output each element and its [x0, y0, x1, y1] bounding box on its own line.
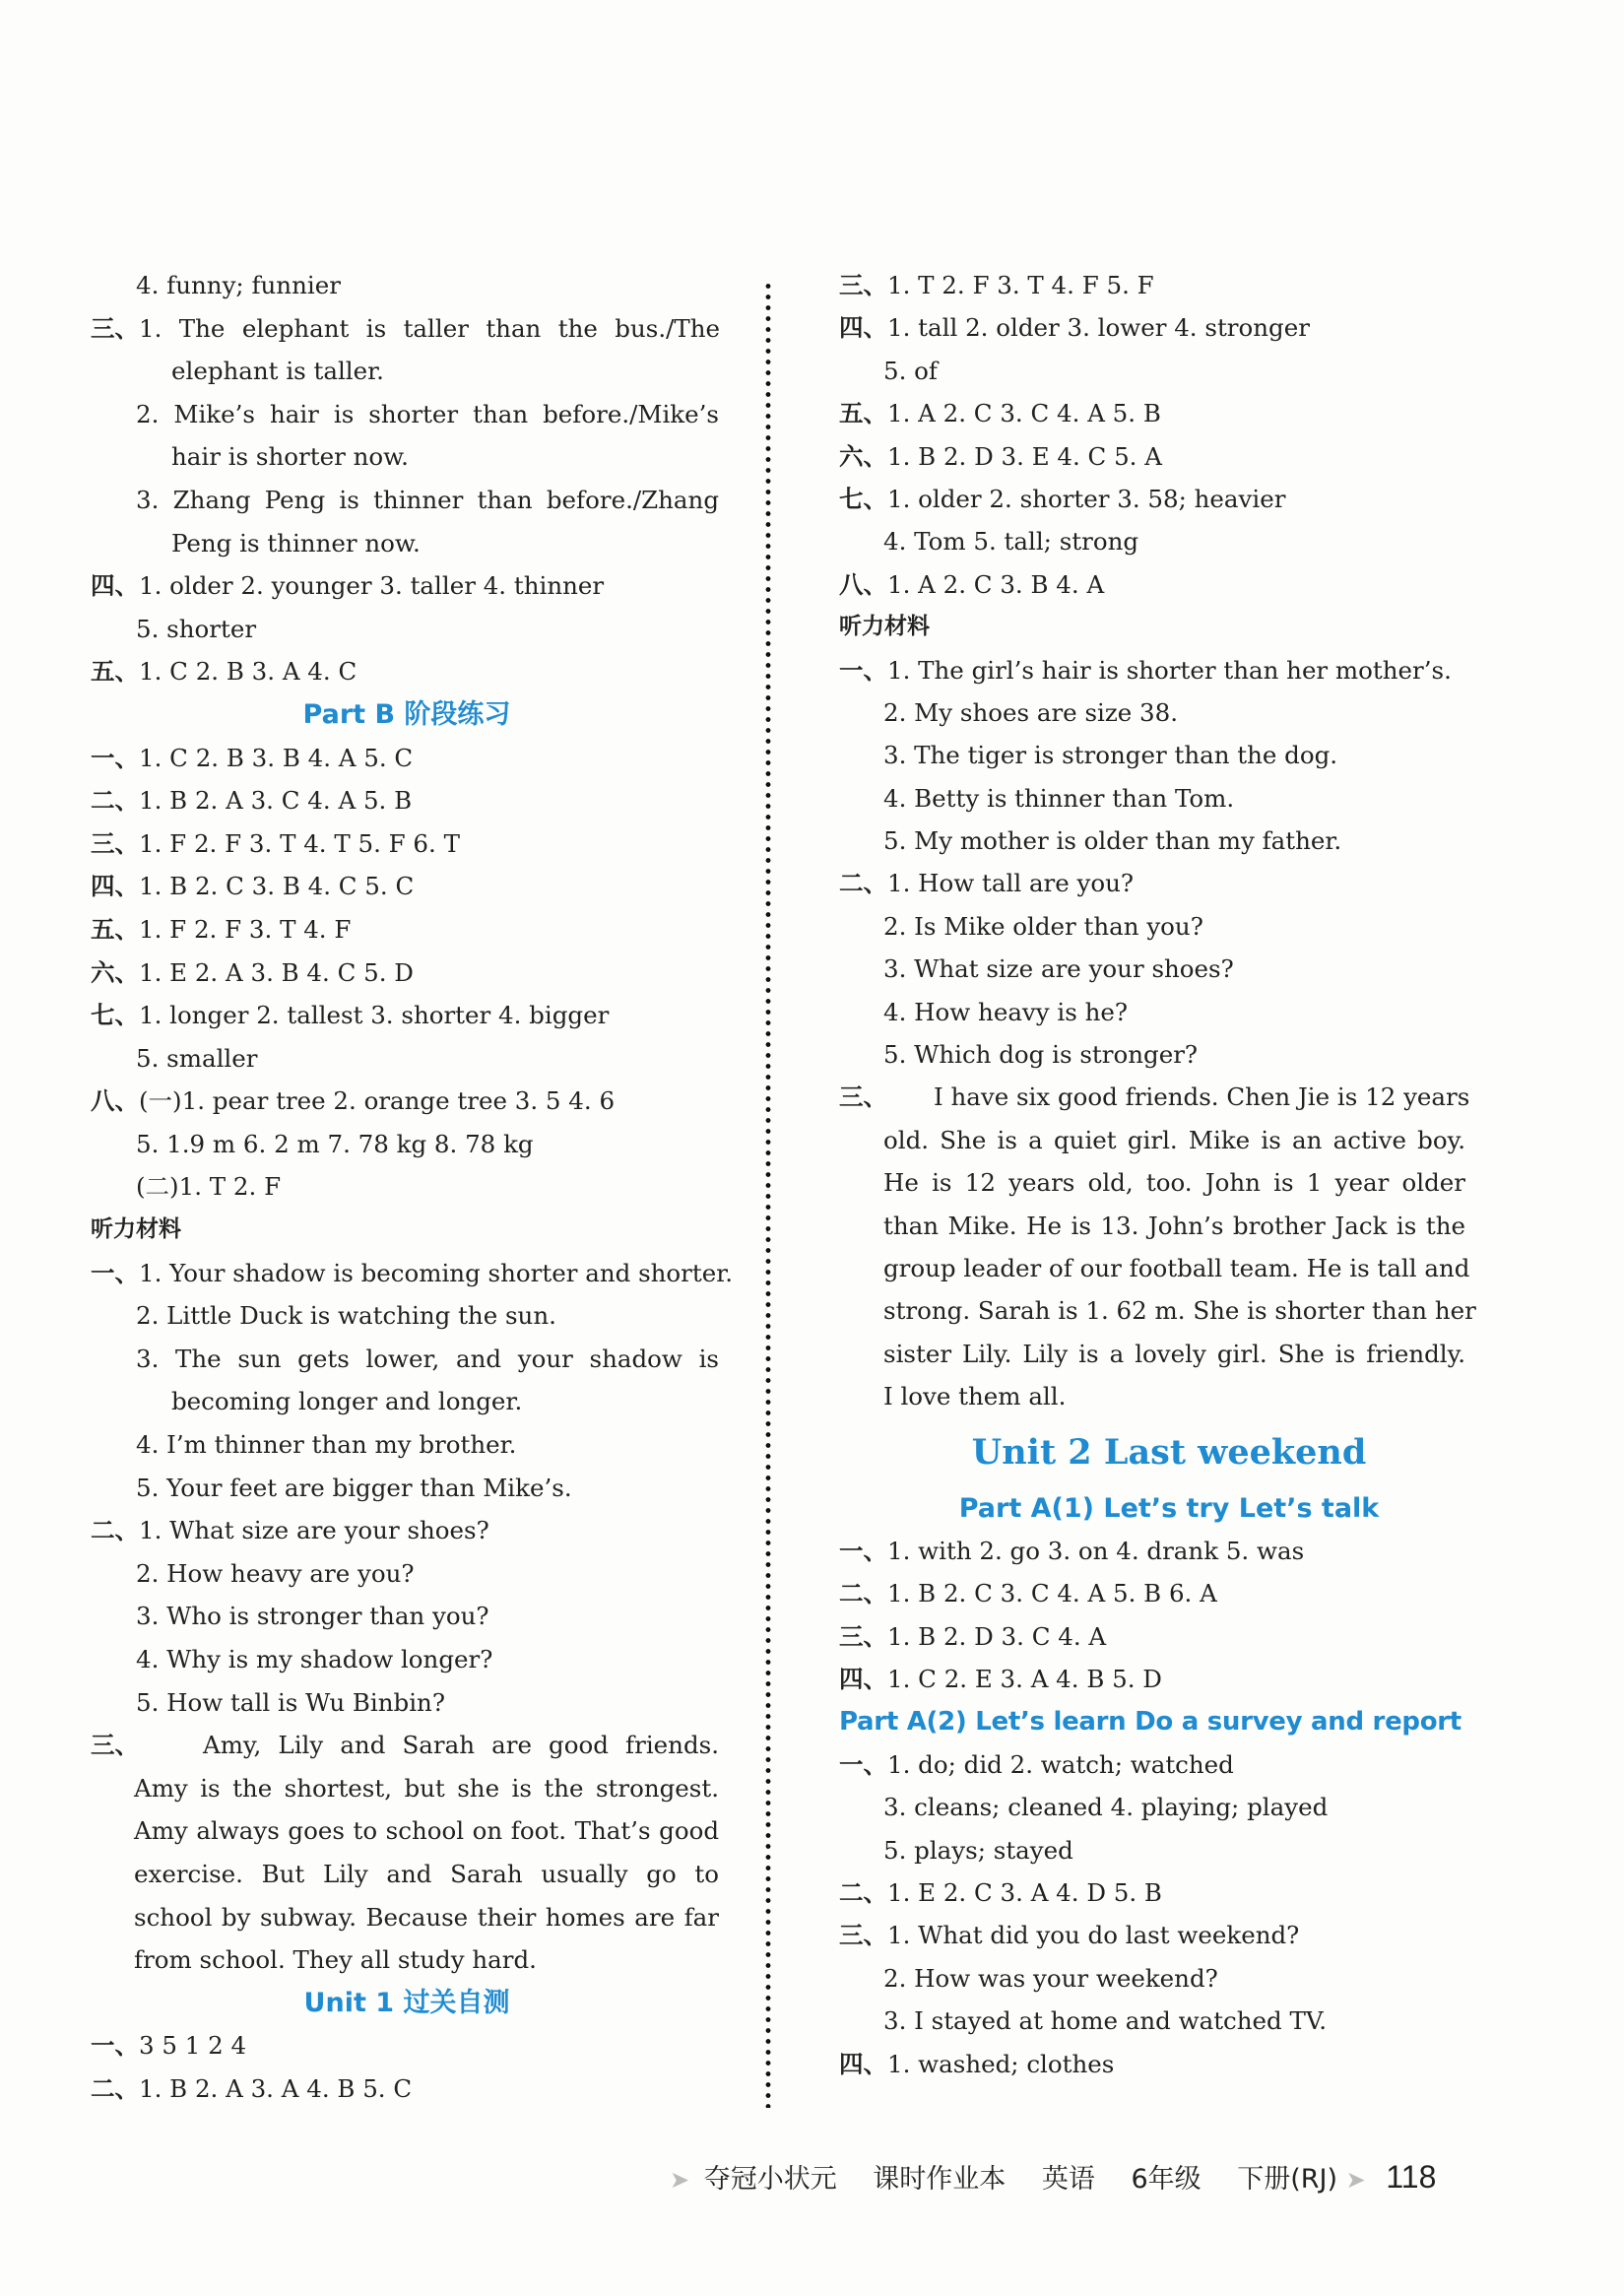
section-label: 一、 [839, 1749, 887, 1779]
section-label: 一、 [839, 1536, 887, 1565]
passage-line: from school. They all study hard. [134, 1945, 537, 1975]
answer-text: 1. B 2. C 3. C 4. A 5. B 6. A [887, 1579, 1217, 1608]
answer-line: elephant is taller. [171, 357, 384, 386]
answer-text: 1. washed; clothes [887, 2049, 1115, 2078]
passage-text: Amy, Lily and Sarah are good friends. [203, 1731, 719, 1760]
answer-line [91, 650, 723, 693]
section-label: 三、 [91, 313, 139, 343]
left-column [91, 264, 734, 2111]
answer-text: 1. older 2. younger 3. taller 4. thinner [139, 571, 605, 601]
answer-text: 1. T 2. F 3. T 4. F 5. F [887, 271, 1154, 299]
answer-line [839, 1530, 1469, 1572]
arrow-right-icon: ➤ [670, 2166, 690, 2194]
answer-text: 1. The girl’s hair is shorter than her mother’s. [887, 655, 1452, 685]
answer-line: 2. How heavy are you? [136, 1558, 415, 1588]
answer-line: 3. The sun gets lower, and your shadow is [136, 1344, 719, 1373]
section-heading: Part A(1) Let’s try Let’s talk [958, 1492, 1380, 1524]
answer-line: 3. Who is stronger than you? [136, 1602, 489, 1631]
answer-line: 3. What size are your shoes? [883, 954, 1234, 984]
answer-line [839, 1743, 1469, 1786]
answer-line: 3. I stayed at home and watched TV. [883, 2006, 1328, 2036]
section-label: 一、 [91, 743, 139, 772]
answer-line: 5. Which dog is stronger? [883, 1040, 1199, 1070]
answer-line [91, 908, 723, 951]
arrow-right-icon: ➤ [1345, 2166, 1366, 2194]
answer-line [839, 264, 1469, 306]
answer-text: (一)1. pear tree 2. orange tree 3. 5 4. 6 [139, 1086, 616, 1116]
answer-line [839, 2043, 1469, 2085]
section-label: 二、 [839, 869, 887, 898]
section-label: 六、 [91, 957, 139, 987]
passage-line: than Mike. He is 13. John’s brother Jack is the [883, 1211, 1465, 1240]
answer-text: 1. B 2. A 3. A 4. B 5. C [139, 2073, 413, 2103]
footer-brand: 夺冠小状元 [703, 2164, 837, 2195]
answer-text: 1. E 2. C 3. A 4. D 5. B [887, 1878, 1162, 1908]
section-label: 二、 [839, 1878, 887, 1908]
passage-line: group leader of our football team. He is tall and [883, 1253, 1470, 1282]
answer-text: 1. C 2. E 3. A 4. B 5. D [887, 1665, 1162, 1694]
column-divider [765, 281, 771, 2108]
section-label: 八、 [91, 1086, 139, 1116]
footer-grade: 6年级 [1131, 2164, 1202, 2195]
passage-line: He is 12 years old, too. John is 1 year older [883, 1168, 1465, 1198]
answer-text: 1. F 2. F 3. T 4. T 5. F 6. T [139, 828, 460, 858]
section-label: 二、 [839, 1579, 887, 1608]
answer-text: 1. longer 2. tallest 3. shorter 4. bigger [139, 1001, 610, 1030]
answer-text: 1. A 2. C 3. B 4. A [887, 569, 1105, 599]
answer-text: 1. How tall are you? [887, 869, 1135, 898]
answer-line: 5. My mother is older than my father. [883, 826, 1342, 856]
section-label: 三、 [839, 1621, 887, 1651]
listening-heading: 听力材料 [839, 614, 930, 640]
passage-text: I have six good friends. Chen Jie is 12 years [934, 1082, 1470, 1112]
answer-line [91, 737, 723, 780]
passage-line: Amy always goes to school on foot. That’s good [134, 1816, 719, 1846]
answer-line [91, 564, 723, 608]
section-label: 四、 [839, 2049, 887, 2078]
answer-line [91, 1724, 723, 1767]
section-label: 三、 [91, 1731, 139, 1760]
answer-line [839, 478, 1469, 520]
section-heading: Part A(2) Let’s learn Do a survey and report [839, 1706, 1462, 1737]
answer-line: hair is shorter now. [171, 442, 409, 472]
answer-line: 4. I’m thinner than my brother. [136, 1430, 517, 1460]
answer-text: 1. B 2. A 3. C 4. A 5. B [139, 786, 413, 816]
answer-line [91, 2024, 723, 2067]
answer-line [839, 1076, 1469, 1118]
answer-line: 3. Zhang Peng is thinner than before./Zhang [136, 485, 719, 514]
section-label: 一、 [839, 655, 887, 685]
section-heading: Unit 1 过关自测 [303, 1987, 510, 2018]
section-label: 四、 [91, 872, 139, 901]
answer-text: 1. with 2. go 3. on 4. drank 5. was [887, 1536, 1305, 1565]
answer-line [91, 865, 723, 908]
section-label: 八、 [839, 569, 887, 599]
answer-line [839, 563, 1469, 606]
section-label: 三、 [839, 271, 887, 299]
section-label: 四、 [839, 1665, 887, 1694]
answer-text: 1. do; did 2. watch; watched [887, 1749, 1234, 1779]
answer-line: 3. cleans; cleaned 4. playing; played [883, 1793, 1329, 1822]
section-label: 三、 [91, 828, 139, 858]
answer-line: 5. shorter [136, 614, 257, 643]
answer-line [839, 1871, 1469, 1914]
answer-text: 1. E 2. A 3. B 4. C 5. D [139, 957, 414, 987]
right-column [839, 264, 1476, 2085]
answer-line: 2. How was your weekend? [883, 1963, 1218, 1993]
answer-text: 1. F 2. F 3. T 4. F [139, 914, 352, 944]
section-label: 四、 [839, 313, 887, 343]
answer-line: 2. Little Duck is watching the sun. [136, 1301, 556, 1331]
passage-line: I love them all. [883, 1382, 1067, 1411]
answer-line [91, 779, 723, 822]
section-label: 四、 [91, 571, 139, 601]
answer-text: 1. Your shadow is becoming shorter and shorter. [139, 1258, 734, 1287]
answer-line: 2. Mike’s hair is shorter than before./Mike’s [136, 399, 719, 428]
answer-line [839, 649, 1469, 691]
answer-text: 1. C 2. B 3. A 4. C [139, 657, 357, 687]
answer-line: 3. The tiger is stronger than the dog. [883, 741, 1338, 770]
answer-line: 2. My shoes are size 38. [883, 697, 1179, 727]
answer-line [91, 822, 723, 866]
answer-line: 2. Is Mike older than you? [883, 911, 1203, 941]
section-label: 二、 [91, 2073, 139, 2103]
answer-line [839, 1658, 1469, 1700]
section-label: 二、 [91, 1516, 139, 1545]
answer-line: (二)1. T 2. F [136, 1172, 282, 1202]
page-footer [670, 2157, 1438, 2202]
page-number: 118 [1386, 2159, 1437, 2195]
answer-line [839, 435, 1469, 478]
answer-line [91, 307, 723, 351]
passage-line: exercise. But Lily and Sarah usually go to [134, 1859, 719, 1888]
answer-line: 4. funny; funnier [136, 271, 341, 299]
answer-text: 1. B 2. D 3. C 4. A [887, 1621, 1107, 1651]
answer-line: 5. Your feet are bigger than Mike’s. [136, 1473, 572, 1502]
answer-line [91, 1252, 734, 1295]
listening-heading: 听力材料 [91, 1216, 181, 1243]
answer-line [91, 994, 723, 1037]
answer-line [839, 306, 1469, 349]
answer-line: becoming longer and longer. [171, 1387, 523, 1416]
section-heading: Part B 阶段练习 [302, 698, 511, 730]
footer-volume: 下册(RJ) [1237, 2164, 1338, 2195]
answer-line: Peng is thinner now. [171, 528, 421, 558]
passage-line: old. She is a quiet girl. Mike is an active boy. [883, 1125, 1465, 1154]
passage-line: Amy is the shortest, but she is the strongest. [134, 1773, 719, 1803]
answer-line: 5. How tall is Wu Binbin? [136, 1687, 445, 1717]
section-label: 二、 [91, 786, 139, 816]
passage-line: strong. Sarah is 1. 62 m. She is shorter than her [883, 1296, 1476, 1326]
passage-line: school by subway. Because their homes are far [134, 1902, 719, 1932]
answer-line: 5. of [883, 356, 938, 385]
section-label: 五、 [91, 657, 139, 687]
answer-line: 4. Betty is thinner than Tom. [883, 783, 1235, 813]
section-label: 三、 [839, 1082, 887, 1112]
answer-line [91, 1509, 723, 1552]
answer-text: 1. What size are your shoes? [139, 1516, 489, 1545]
section-label: 五、 [839, 399, 887, 428]
footer-subject: 英语 [1041, 2164, 1095, 2195]
answer-text: 1. B 2. C 3. B 4. C 5. C [139, 872, 415, 901]
answer-line [839, 862, 1469, 904]
answer-line: 4. How heavy is he? [883, 997, 1129, 1026]
answer-line [839, 1572, 1469, 1614]
section-label: 七、 [91, 1001, 139, 1030]
answer-line: 4. Why is my shadow longer? [136, 1645, 493, 1673]
section-label: 三、 [839, 1921, 887, 1950]
section-label: 一、 [91, 2031, 139, 2061]
answer-text: 1. older 2. shorter 3. 58; heavier [887, 484, 1286, 513]
answer-text: 1. A 2. C 3. C 4. A 5. B [887, 399, 1161, 428]
answer-text: 1. tall 2. older 3. lower 4. stronger [887, 313, 1310, 343]
answer-line: 5. smaller [136, 1043, 258, 1073]
answer-line [91, 1080, 723, 1123]
answer-text: 1. B 2. D 3. E 4. C 5. A [887, 441, 1162, 471]
unit-title: Unit 2 Last weekend [971, 1431, 1367, 1473]
answer-line: 5. plays; stayed [883, 1835, 1073, 1865]
answer-line [839, 392, 1469, 434]
answer-line [91, 2067, 723, 2111]
answer-text: 1. The elephant is taller than the bus./The [139, 313, 720, 343]
answer-line [91, 951, 723, 995]
answer-line [839, 1914, 1469, 1956]
section-label: 一、 [91, 1258, 139, 1287]
answer-line: 4. Tom 5. tall; strong [883, 527, 1139, 557]
section-label: 六、 [839, 441, 887, 471]
section-label: 七、 [839, 484, 887, 513]
footer-book: 课时作业本 [873, 2164, 1007, 2195]
passage-line: sister Lily. Lily is a lovely girl. She is friendly. [883, 1339, 1465, 1368]
answer-text: 3 5 1 2 4 [139, 2031, 247, 2061]
answer-text: 1. What did you do last weekend? [887, 1921, 1300, 1950]
section-label: 五、 [91, 914, 139, 944]
answer-text: 1. C 2. B 3. B 4. A 5. C [139, 743, 414, 772]
answer-line [839, 1615, 1469, 1658]
answer-line: 5. 1.9 m 6. 2 m 7. 78 kg 8. 78 kg [136, 1129, 534, 1158]
